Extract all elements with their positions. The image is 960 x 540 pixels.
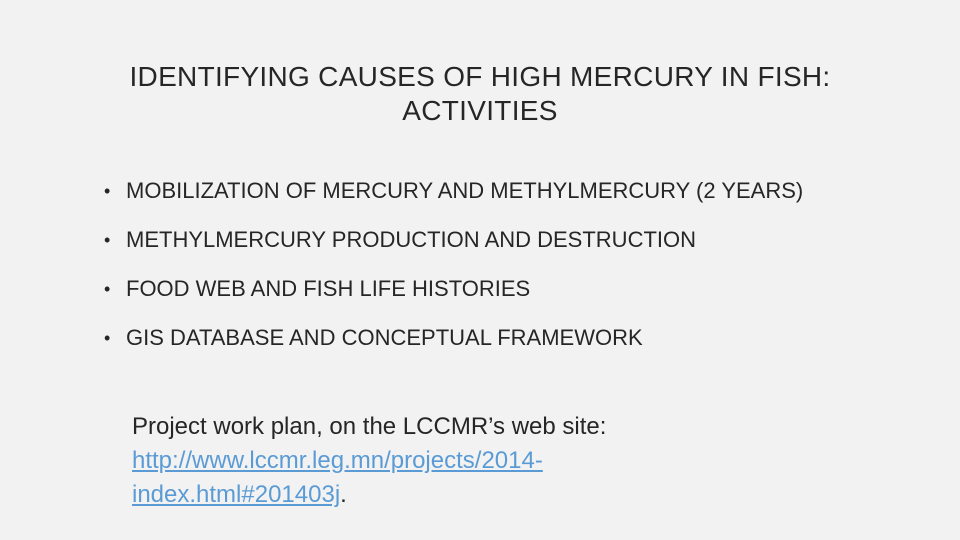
slide-title xyxy=(40,60,920,128)
slide-title-line-1: IDENTIFYING CAUSES OF HIGH MERCURY IN FISH: xyxy=(129,61,831,92)
bullet-item xyxy=(104,272,864,306)
bullet-dot-icon: • xyxy=(104,230,111,250)
bullet-item xyxy=(104,223,864,257)
bullet-dot-icon: • xyxy=(104,328,111,348)
bullet-list xyxy=(104,174,864,370)
work-plan-note-text: Project work plan, on the LCCMR’s web site: xyxy=(132,413,607,440)
bullet-item xyxy=(104,174,846,208)
bullet-text: METHYLMERCURY PRODUCTION AND DESTRUCTION xyxy=(126,227,697,252)
bullet-dot-icon: • xyxy=(104,279,111,299)
bullet-text: FOOD WEB AND FISH LIFE HISTORIES xyxy=(126,276,531,301)
work-plan-note-end: . xyxy=(340,481,347,508)
work-plan-link-line-1: http://www.lccmr.leg.mn/projects/2014- xyxy=(132,447,543,474)
slide-title-line-2: ACTIVITIES xyxy=(402,95,558,126)
work-plan-link[interactable] xyxy=(132,447,543,508)
work-plan-link-row xyxy=(132,444,692,512)
bullet-item xyxy=(104,321,864,355)
bullet-text: GIS DATABASE AND CONCEPTUAL FRAMEWORK xyxy=(126,325,643,350)
bullet-text: MOBILIZATION OF MERCURY AND METHYLMERCURY (2 YEARS) xyxy=(126,178,804,203)
bullet-dot-icon: • xyxy=(104,181,111,201)
work-plan-note xyxy=(132,410,692,512)
work-plan-link-line-2: index.html#201403j xyxy=(132,481,341,508)
